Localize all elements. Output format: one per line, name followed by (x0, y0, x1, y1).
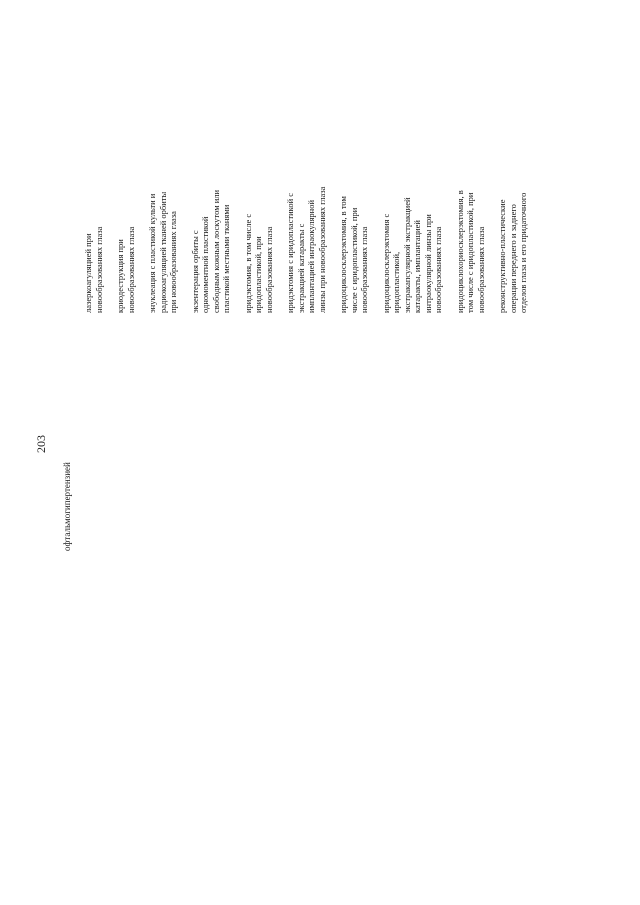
procedure-entry (338, 23, 370, 313)
procedure-entry-line: иридоциклохориосклерэктомия, в (454, 190, 465, 313)
procedure-entry-line: катаракты, имплантацией (412, 220, 422, 313)
procedure-entry-line: новообразованиях глаза (93, 226, 104, 313)
procedure-list (83, 23, 540, 313)
procedure-entry-line: линзы при новообразованиях глаза (316, 186, 327, 313)
procedure-entry (83, 23, 104, 313)
procedure-entry-line: иридэктомия, в том числе с (242, 213, 253, 313)
procedure-entry-line: криодеструкция при (115, 239, 125, 313)
procedure-entry-line: иридоциклосклерэктомия, в том (338, 196, 348, 313)
procedure-entry-line: иридоциклосклерэктомия с (380, 213, 391, 313)
page-number: 203 (34, 435, 48, 453)
procedure-entry-line: экстракцией катаракты с (295, 223, 306, 313)
procedure-entry-line: новообразованиях глаза (125, 226, 136, 313)
procedure-entry (243, 23, 275, 313)
procedure-entry (381, 23, 444, 313)
procedure-entry-line: новообразованиях глаза (475, 226, 486, 313)
procedure-entry-line: иридопластикой, при (253, 236, 263, 313)
procedure-entry-line: отделов глаза и его придаточного (518, 192, 528, 313)
procedure-entry-line: числе с иридопластикой, при (348, 207, 359, 313)
column-label: офтальмогипертензией (62, 462, 72, 551)
procedure-entry-line: экзентерация орбиты с (189, 230, 200, 313)
procedure-entry-line: радиокоагуляцией тканей орбиты (157, 191, 168, 313)
procedure-entry (285, 23, 327, 313)
procedure-entry (147, 23, 179, 313)
procedure-entry (115, 23, 136, 313)
procedure-entry (455, 23, 487, 313)
procedure-entry-line: свободным кожным лоскутом или (210, 189, 221, 313)
procedure-entry-line: иридэктомия с иридопластикой с (285, 192, 295, 313)
procedure-entry-line: пластикой местными тканями (221, 204, 231, 313)
procedure-entry (190, 23, 232, 313)
procedure-entry-line: иридопластикой, (391, 251, 401, 313)
procedure-entry-line: имплантацией интраокулярной (306, 200, 316, 313)
procedure-entry-line: одномоментной пластикой (200, 216, 210, 313)
procedure-entry-line: энуклеация с пластикой культи и (147, 193, 157, 313)
procedure-entry-line: том числе с иридопластикой, при (465, 192, 475, 313)
procedure-entry-line: лазеркоагуляцией при (83, 233, 93, 313)
procedure-entry-line: операции переднего и заднего (507, 204, 518, 313)
procedure-entry-line: экстракапсулярной экстракцией (401, 197, 412, 313)
procedure-entry-line: новообразованиях глаза (359, 226, 369, 313)
procedure-entry-line: новообразованиях глаза (263, 226, 274, 313)
procedure-entry-line: новообразованиях глаза (433, 226, 443, 313)
procedure-entry-line: интраокулярной линзы при (422, 214, 433, 313)
procedure-entry-line: реконструктивно-пластические (497, 199, 507, 313)
procedure-entry-line: при новообразованиях глаза (168, 211, 178, 313)
procedure-entry (497, 23, 529, 313)
